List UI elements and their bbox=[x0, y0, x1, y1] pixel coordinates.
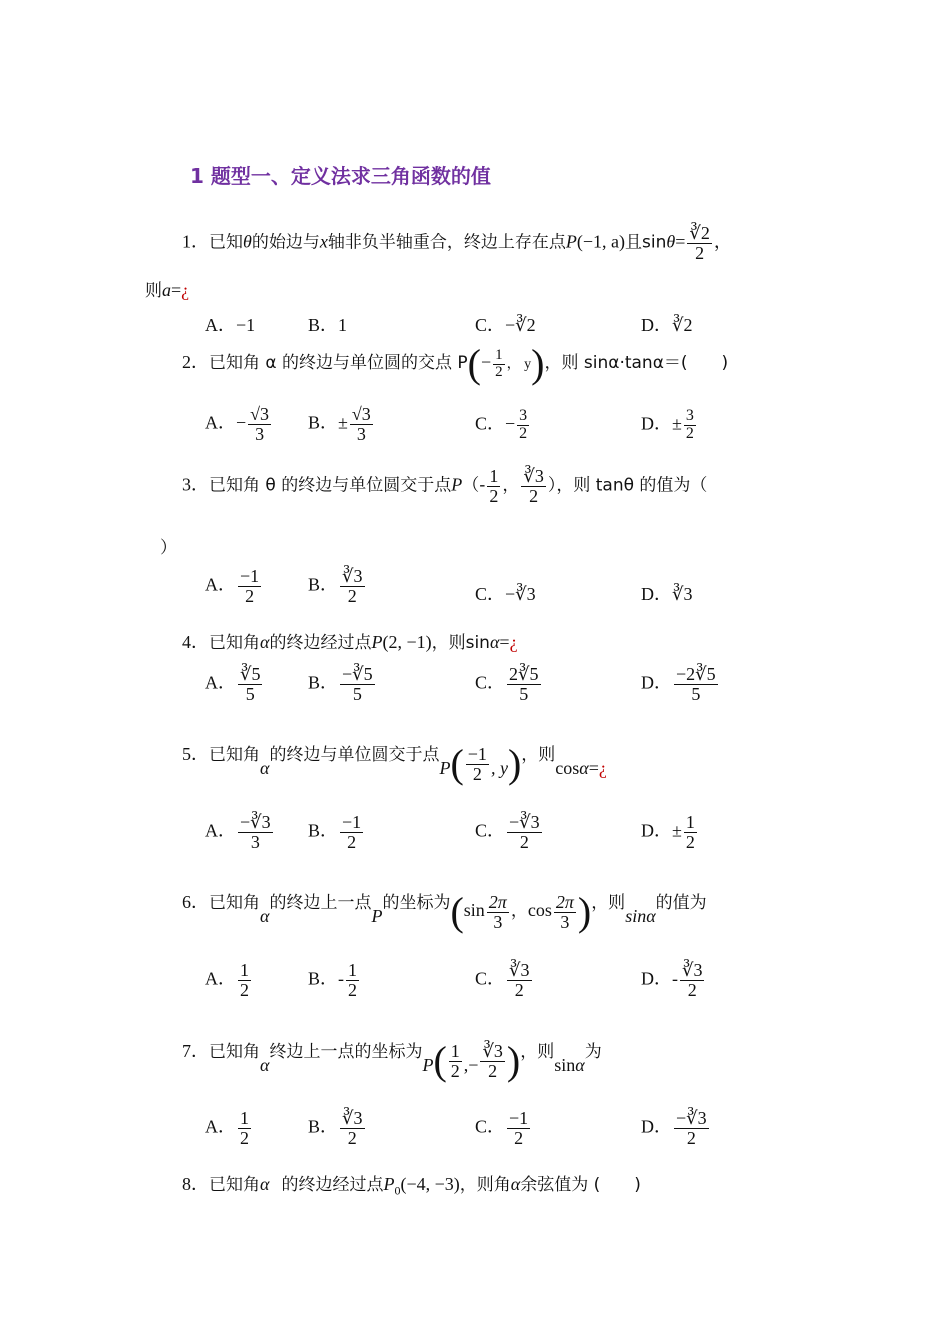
q6-text-b: 的终边上一点 bbox=[269, 893, 372, 914]
q1-theta: θ bbox=[243, 231, 252, 252]
q7-fraction-2 bbox=[480, 1042, 504, 1081]
q7-sin: sin bbox=[554, 1055, 576, 1076]
q6-b-num: 1 bbox=[348, 960, 358, 980]
q3-a-num: −1 bbox=[240, 566, 260, 586]
q8-text-c: ，则角 bbox=[459, 1175, 511, 1195]
q6-a-num: 1 bbox=[240, 960, 249, 980]
q5-d-num: 1 bbox=[685, 812, 695, 832]
q5-equals: = bbox=[588, 758, 599, 779]
q6-a-label: A． bbox=[205, 968, 236, 989]
q3-a-label: A． bbox=[205, 574, 236, 595]
q7-b-num: ∛3 bbox=[342, 1108, 363, 1128]
q3-frac2-den: 2 bbox=[529, 485, 539, 506]
q1-theta-2: θ bbox=[666, 231, 676, 252]
q7-b-fraction bbox=[340, 1109, 364, 1148]
q4-c-label: C． bbox=[475, 672, 506, 693]
q8-number: 8． bbox=[182, 1174, 209, 1194]
q1-point-p: P bbox=[565, 231, 577, 252]
q2-a-label: A． bbox=[205, 412, 236, 433]
q2-frac-den: 2 bbox=[495, 363, 503, 380]
q5-c-den: 2 bbox=[519, 831, 529, 852]
q6-option-c[interactable] bbox=[475, 961, 534, 1000]
q3-text-a: 已知角 θ 的终边与单位圆交于点 bbox=[209, 475, 452, 496]
q7-frac1-den: 2 bbox=[450, 1060, 460, 1081]
q1-fraction bbox=[687, 224, 711, 263]
q4-option-d[interactable] bbox=[641, 665, 720, 704]
q1-text-a: 已知 bbox=[209, 232, 243, 253]
q4-b-num: −∛5 bbox=[342, 664, 373, 684]
q8-text-d: 余弦值为 ( ) bbox=[520, 1175, 641, 1195]
q2-a-num: √3 bbox=[250, 404, 270, 424]
q7-text-c: ，则 bbox=[520, 1042, 555, 1063]
q5-option-b[interactable] bbox=[308, 813, 365, 852]
q1-x: x bbox=[319, 231, 328, 252]
q5-fraction bbox=[466, 745, 489, 784]
q2-d-label: D． bbox=[641, 413, 672, 434]
q7-option-b[interactable] bbox=[308, 1109, 367, 1148]
q4-d-num: −2∛5 bbox=[676, 664, 716, 684]
q2-number: 2． bbox=[182, 352, 209, 373]
q5-frac-num: −1 bbox=[467, 743, 487, 764]
q6-alpha: α bbox=[260, 906, 270, 927]
q2-c-label: C． bbox=[475, 413, 506, 434]
q5-y: , y bbox=[490, 758, 508, 779]
q7-c-fraction bbox=[507, 1109, 530, 1148]
q7-option-a[interactable] bbox=[205, 1109, 253, 1148]
q6-point-p: P bbox=[371, 906, 383, 927]
q4-alpha-2: α bbox=[489, 632, 500, 652]
q5-a-den: 3 bbox=[250, 831, 260, 852]
question-1 bbox=[182, 224, 732, 263]
q4-a-fraction bbox=[238, 665, 262, 704]
q4-text-c: ，则sin bbox=[431, 633, 490, 653]
q2-b-den: 3 bbox=[356, 423, 366, 444]
question-1-line-2 bbox=[145, 276, 189, 301]
q1-text-d: 且sin bbox=[624, 232, 667, 253]
q7-d-fraction bbox=[674, 1109, 709, 1148]
q1-equals-2: = bbox=[171, 280, 182, 300]
q6-d-sign: - bbox=[672, 968, 678, 989]
q3-b-den: 2 bbox=[347, 585, 357, 606]
q4-b-fraction bbox=[340, 665, 375, 704]
q1-option-c[interactable]: C．−∛2 bbox=[475, 315, 536, 335]
q7-text-d: 为 bbox=[584, 1042, 602, 1063]
q5-text-a: 已知角 bbox=[209, 745, 260, 766]
q4-b-den: 5 bbox=[352, 683, 362, 704]
q4-number: 4． bbox=[182, 632, 209, 652]
q5-alpha: α bbox=[260, 758, 270, 779]
q4-b-label: B． bbox=[308, 672, 339, 693]
q8-subscript: 0 bbox=[394, 1183, 401, 1198]
q6-frac2-num: 2π bbox=[555, 891, 574, 912]
q6-option-d[interactable] bbox=[641, 961, 706, 1000]
q8-text-a: 已知角 bbox=[209, 1175, 260, 1195]
q5-option-d[interactable] bbox=[641, 813, 699, 852]
q7-alpha: α bbox=[260, 1055, 270, 1076]
section-heading: 1 题型一、定义法求三角函数的值 bbox=[190, 164, 491, 188]
q2-d-num: 3 bbox=[685, 407, 694, 424]
question-6 bbox=[182, 884, 707, 934]
q7-text-b: 终边上一点的坐标为 bbox=[269, 1042, 423, 1063]
q2-d-fraction bbox=[684, 408, 696, 443]
q6-fraction-2 bbox=[554, 893, 576, 932]
q5-option-a[interactable] bbox=[205, 813, 275, 852]
q7-frac1-num: 1 bbox=[450, 1040, 460, 1061]
q5-option-c[interactable] bbox=[475, 813, 544, 852]
q2-neg: − bbox=[481, 352, 492, 373]
q6-b-sign: - bbox=[338, 968, 345, 989]
q1-a-var: a bbox=[162, 280, 171, 300]
q7-d-num: −∛3 bbox=[676, 1108, 707, 1128]
q4-a-num: ∛5 bbox=[240, 664, 261, 684]
q5-alpha-2: α bbox=[579, 758, 589, 779]
q4-option-a[interactable] bbox=[205, 665, 264, 704]
q5-cos: cos bbox=[555, 758, 580, 779]
q6-sep: ， bbox=[510, 901, 528, 922]
q7-a-num: 1 bbox=[240, 1108, 249, 1128]
q2-a-fraction bbox=[248, 405, 271, 444]
q7-a-label: A． bbox=[205, 1116, 236, 1137]
q6-sin: sin bbox=[463, 900, 485, 921]
question-3 bbox=[182, 467, 707, 506]
q8-point-coords: (−4, −3) bbox=[400, 1174, 460, 1194]
q5-number: 5． bbox=[182, 744, 209, 765]
q1-point-coords: (−1, a) bbox=[576, 231, 625, 252]
q5-c-label: C． bbox=[475, 820, 506, 841]
q7-c-den: 2 bbox=[514, 1127, 524, 1148]
q3-b-num: ∛3 bbox=[342, 566, 363, 586]
q3-a-den: 2 bbox=[245, 585, 255, 606]
q4-c-num: 2∛5 bbox=[509, 664, 539, 684]
q7-option-c[interactable] bbox=[475, 1109, 532, 1148]
q7-sep: ,− bbox=[463, 1055, 479, 1076]
q4-point-p: P bbox=[371, 632, 383, 652]
q4-text-a: 已知角 bbox=[209, 633, 260, 653]
q2-a-sign: − bbox=[236, 412, 247, 433]
q5-left-paren: ( bbox=[450, 741, 464, 786]
q7-frac2-num: ∛3 bbox=[482, 1040, 503, 1061]
q8-point-p: P bbox=[383, 1174, 395, 1194]
q7-c-label: C． bbox=[475, 1116, 506, 1137]
q5-text-c: ，则 bbox=[521, 745, 556, 766]
q6-cos: cos bbox=[527, 900, 552, 921]
q5-c-fraction bbox=[507, 813, 542, 852]
q5-a-fraction bbox=[238, 813, 273, 852]
q4-d-den: 5 bbox=[691, 683, 701, 704]
q7-alpha-2: α bbox=[575, 1055, 585, 1076]
q6-c-label: C． bbox=[475, 968, 506, 989]
q1-then: 则 bbox=[145, 281, 162, 301]
q4-c-fraction bbox=[507, 665, 540, 704]
q6-d-label: D． bbox=[641, 968, 672, 989]
q4-d-label: D． bbox=[641, 672, 672, 693]
q6-b-den: 2 bbox=[348, 979, 358, 1000]
q2-text-b: ，则 sinα·tanα＝( ) bbox=[544, 353, 729, 374]
q2-d-den: 2 bbox=[685, 424, 694, 442]
q2-d-sign: ± bbox=[672, 413, 682, 434]
q5-point-p: P bbox=[439, 758, 451, 779]
q7-number: 7． bbox=[182, 1041, 209, 1062]
q2-y: ， y bbox=[506, 357, 532, 373]
q5-c-num: −∛3 bbox=[509, 812, 540, 832]
q2-c-num: 3 bbox=[519, 407, 528, 424]
q7-c-num: −1 bbox=[509, 1108, 529, 1128]
q6-d-num: ∛3 bbox=[682, 960, 703, 980]
q6-option-a[interactable] bbox=[205, 961, 253, 1000]
q2-c-den: 2 bbox=[519, 424, 528, 442]
q6-left-paren: ( bbox=[450, 889, 464, 934]
q5-b-label: B． bbox=[308, 820, 339, 841]
q2-c-sign: − bbox=[505, 413, 516, 434]
q4-alpha: α bbox=[260, 632, 270, 652]
q5-text-b: 的终边与单位圆交于点 bbox=[269, 745, 440, 766]
q7-option-d[interactable] bbox=[641, 1109, 711, 1148]
q2-text-a: 已知角 α 的终边与单位圆的交点 P bbox=[209, 353, 468, 374]
q1-unknown-mark: ¿ bbox=[181, 280, 190, 300]
q4-option-b[interactable] bbox=[308, 665, 377, 704]
q5-b-fraction bbox=[340, 813, 363, 852]
q2-b-sign: ± bbox=[338, 412, 348, 433]
q8-text-b: 的终边经过点 bbox=[281, 1175, 384, 1195]
q6-a-den: 2 bbox=[240, 979, 249, 1000]
q1-frac-num: ∛2 bbox=[689, 223, 710, 243]
q1-text-b: 的始边与 bbox=[251, 232, 320, 253]
q1-option-b[interactable]: B．1 bbox=[308, 315, 348, 335]
q3-frac1-num: 1 bbox=[489, 466, 499, 486]
question-2 bbox=[182, 341, 729, 386]
q1-frac-den: 2 bbox=[695, 242, 705, 263]
question-4 bbox=[182, 628, 518, 654]
q2-option-b[interactable] bbox=[308, 405, 375, 444]
q1-number: 1． bbox=[182, 231, 209, 252]
q7-d-den: 2 bbox=[686, 1127, 696, 1148]
q3-text-c: ， bbox=[502, 475, 520, 496]
question-7 bbox=[182, 1033, 602, 1083]
question-5 bbox=[182, 736, 607, 786]
q4-point-coords: (2, −1) bbox=[382, 632, 432, 652]
q3-option-d[interactable]: D．∛3 bbox=[641, 584, 693, 604]
q1-equals: = bbox=[675, 231, 686, 252]
q2-fraction bbox=[493, 348, 505, 381]
q4-option-c[interactable] bbox=[475, 665, 543, 704]
q5-right-paren: ) bbox=[507, 741, 522, 786]
q5-d-sign: ± bbox=[672, 820, 682, 841]
q3-number: 3． bbox=[182, 474, 209, 495]
q7-a-den: 2 bbox=[240, 1127, 249, 1148]
q5-b-num: −1 bbox=[342, 812, 362, 832]
q6-right-paren: ) bbox=[577, 889, 592, 934]
q6-c-den: 2 bbox=[514, 979, 524, 1000]
q6-text-c: 的坐标为 bbox=[382, 893, 451, 914]
q2-frac-num: 1 bbox=[495, 346, 503, 363]
q2-b-num: √3 bbox=[351, 404, 371, 424]
q7-left-paren: ( bbox=[433, 1038, 447, 1083]
q2-option-d[interactable] bbox=[641, 408, 698, 443]
q6-fraction-1 bbox=[487, 893, 509, 932]
q7-a-fraction bbox=[238, 1109, 251, 1148]
q6-frac1-den: 3 bbox=[493, 911, 503, 932]
q5-b-den: 2 bbox=[347, 831, 357, 852]
q3-b-label: B． bbox=[308, 574, 339, 595]
q4-equals: = bbox=[499, 632, 510, 652]
q5-d-label: D． bbox=[641, 820, 672, 841]
q1-option-a[interactable]: A．−1 bbox=[205, 315, 256, 335]
q4-text-b: 的终边经过点 bbox=[269, 633, 372, 653]
q6-b-label: B． bbox=[308, 968, 339, 989]
q6-text-e: 的值为 bbox=[655, 893, 707, 914]
q3-text-d: ），则 tanθ 的值为（ bbox=[547, 475, 708, 496]
q6-c-fraction bbox=[507, 961, 531, 1000]
q5-d-fraction bbox=[684, 813, 697, 852]
q1-text-c: 轴非负半轴重合，终边上存在点 bbox=[327, 232, 566, 253]
q7-fraction-1 bbox=[449, 1042, 462, 1081]
q4-a-den: 5 bbox=[245, 683, 255, 704]
q4-d-fraction bbox=[674, 665, 718, 704]
q6-frac1-num: 2π bbox=[488, 891, 507, 912]
q4-unknown-mark: ¿ bbox=[509, 632, 518, 652]
q2-option-a[interactable] bbox=[205, 405, 273, 444]
q3-option-c[interactable]: C．−∛3 bbox=[475, 584, 536, 604]
q3-b-fraction bbox=[340, 567, 364, 606]
q3-fraction-1 bbox=[487, 467, 500, 506]
q4-c-den: 5 bbox=[519, 683, 529, 704]
q4-a-label: A． bbox=[205, 672, 236, 693]
q2-b-fraction bbox=[350, 405, 373, 444]
q6-number: 6． bbox=[182, 892, 209, 913]
q3-point-p: P bbox=[451, 474, 463, 495]
q7-d-label: D． bbox=[641, 1116, 672, 1137]
q7-point-p: P bbox=[422, 1055, 434, 1076]
q7-b-label: B． bbox=[308, 1116, 339, 1137]
q5-a-label: A． bbox=[205, 820, 236, 841]
q3-fraction-2 bbox=[521, 467, 545, 506]
q1-option-d[interactable]: D．∛2 bbox=[641, 315, 693, 335]
q8-alpha: α bbox=[260, 1174, 270, 1194]
q2-option-c[interactable] bbox=[475, 408, 531, 443]
q6-text-d: ，则 bbox=[591, 893, 626, 914]
q3-text-b: （- bbox=[462, 475, 486, 496]
q3-frac1-den: 2 bbox=[489, 485, 499, 506]
q3-option-b[interactable] bbox=[308, 567, 367, 606]
q5-unknown-mark: ¿ bbox=[598, 758, 607, 779]
q3-option-a[interactable] bbox=[205, 567, 263, 606]
q5-frac-den: 2 bbox=[472, 763, 482, 784]
q6-d-fraction bbox=[680, 961, 704, 1000]
q6-b-fraction bbox=[346, 961, 359, 1000]
q2-a-den: 3 bbox=[255, 423, 265, 444]
q2-c-fraction bbox=[517, 408, 529, 443]
q8-alpha-2: α bbox=[510, 1174, 521, 1194]
q6-c-num: ∛3 bbox=[509, 960, 530, 980]
q6-d-den: 2 bbox=[687, 979, 697, 1000]
q7-right-paren: ) bbox=[506, 1038, 521, 1083]
q1-comma: ， bbox=[713, 231, 732, 252]
q3-a-fraction bbox=[238, 567, 261, 606]
q6-sina: sinα bbox=[625, 906, 656, 927]
q5-a-num: −∛3 bbox=[240, 812, 271, 832]
q6-frac2-den: 3 bbox=[560, 911, 570, 932]
q2-b-label: B． bbox=[308, 412, 339, 433]
q6-option-b[interactable] bbox=[308, 961, 361, 1000]
q3-frac2-num: ∛3 bbox=[523, 466, 544, 486]
q6-a-fraction bbox=[238, 961, 251, 1000]
q7-text-a: 已知角 bbox=[209, 1042, 260, 1063]
q2-right-paren: ) bbox=[531, 341, 545, 386]
q6-text-a: 已知角 bbox=[209, 893, 260, 914]
q7-b-den: 2 bbox=[347, 1127, 357, 1148]
q3-line-2: ） bbox=[160, 538, 177, 558]
q7-frac2-den: 2 bbox=[488, 1060, 498, 1081]
question-8 bbox=[182, 1170, 641, 1199]
q2-left-paren: ( bbox=[467, 341, 481, 386]
q5-d-den: 2 bbox=[685, 831, 695, 852]
